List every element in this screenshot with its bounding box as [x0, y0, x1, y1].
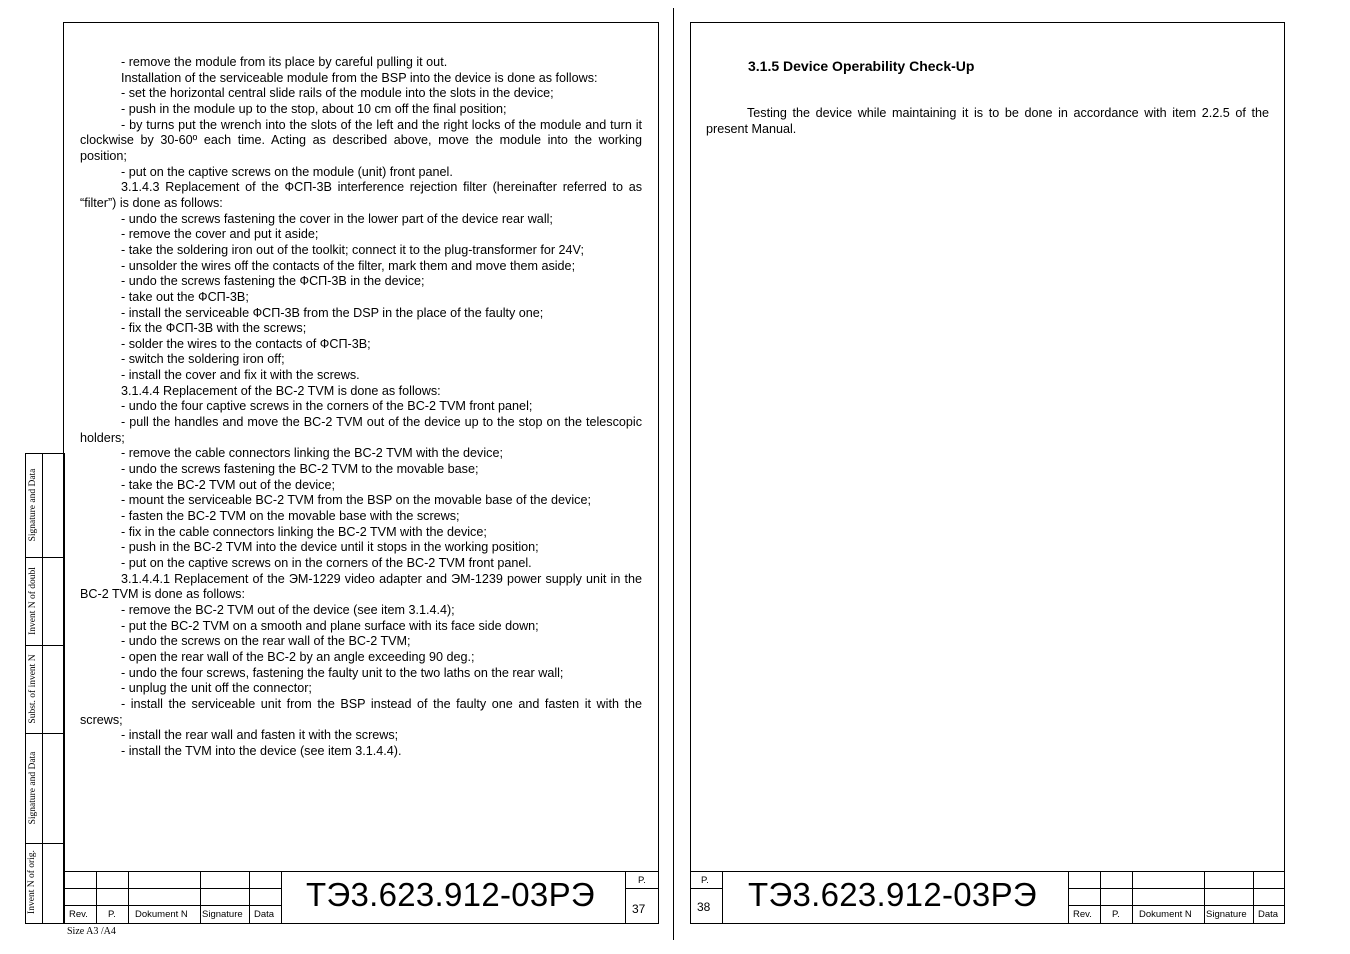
right-paragraph-block — [706, 106, 1269, 137]
paragraph: - take the soldering iron out of the toolkit; connect it to the plug-transformer for 24V; — [121, 242, 584, 257]
stamp-invent-doubl: Invent N of doubl — [28, 567, 38, 635]
paragraph: - install the serviceable ФСП-3В from the DSP in the place of the faulty one; — [121, 305, 544, 320]
paragraph: - remove the cover and put it aside; — [121, 227, 319, 242]
paragraph: 3.1.4.4 Replacement of the BC-2 TVM is done as follows: — [121, 383, 441, 398]
paragraph: 3.1.4.4.1 Replacement of the ЭМ-1229 video adapter and ЭМ-1239 power supply unit in the BC-2 TVM is done as follows: — [80, 571, 642, 602]
paragraph: - solder the wires to the contacts of ФСП-3В; — [121, 336, 371, 351]
right-doc-code: ТЭ3.623.912-03РЭ — [748, 876, 1037, 913]
paragraph: - undo the screws fastening the cover in the lower part of the device rear wall; — [121, 211, 553, 226]
paragraph: - install the TVM into the device (see item 3.1.4.4). — [121, 743, 402, 758]
left-doc-code: ТЭ3.623.912-03РЭ — [306, 876, 595, 913]
left-page-number: 37 — [632, 902, 646, 916]
paragraph: - remove the BC-2 TVM out of the device (see item 3.1.4.4); — [121, 602, 455, 617]
paragraph: - install the cover and fix it with the screws. — [121, 368, 360, 383]
paragraph: - put on the captive screws on in the corners of the BC-2 TVM front panel. — [121, 556, 532, 570]
paragraph: - fix the ФСП-3В with the screws; — [121, 321, 307, 336]
paragraph: - open the rear wall of the BC-2 by an angle exceeding 90 deg.; — [121, 649, 475, 664]
right-paragraph: Testing the device while maintaining it is to be done in accordance with item 2.2.5 of the present Manual. — [706, 106, 1269, 136]
stamp-signature-data-upper: Signature and Data — [28, 468, 38, 542]
right-p-label: P. — [1112, 909, 1120, 920]
right-heading: 3.1.5 Device Operability Check-Up — [748, 58, 975, 74]
paragraph: - undo the screws fastening the ФСП-3В in the device; — [121, 274, 425, 289]
paragraph: - fasten the BC-2 TVM on the movable base with the screws; — [121, 509, 460, 524]
right-data-label: Data — [1258, 909, 1279, 920]
stamp-invent-orig: Invent N of orig. — [27, 850, 37, 914]
paragraph: - put on the captive screws on the module (unit) front panel. — [121, 164, 453, 179]
right-page-label: P. — [701, 875, 709, 886]
left-doc-label: Dokument N — [135, 909, 188, 920]
paragraph: - install the rear wall and fasten it with the screws; — [121, 728, 399, 743]
paragraph: - pull the handles and move the BC-2 TVM out of the device up to the stop on the telescopic holders; — [80, 415, 642, 445]
left-page-body — [80, 55, 642, 760]
paragraph: - undo the screws on the rear wall of the BC-2 TVM; — [121, 634, 411, 649]
right-page-number: 38 — [697, 900, 711, 914]
right-doc-label: Dokument N — [1139, 909, 1192, 920]
left-page-label: P. — [638, 875, 646, 886]
paragraph: - remove the module from its place by careful pulling it out. — [121, 55, 448, 69]
left-rev-label: Rev. — [69, 909, 88, 920]
paragraph: - fix in the cable connectors linking the BC-2 TVM with the device; — [121, 524, 487, 539]
paragraph: - push in the BC-2 TVM into the device until it stops in the working position; — [121, 540, 539, 555]
paragraph: - push in the module up to the stop, about 10 cm off the final position; — [121, 101, 507, 116]
paragraph: - set the horizontal central slide rails of the module into the slots in the device; — [121, 86, 554, 101]
spread-divider — [673, 8, 674, 940]
paragraph: - switch the soldering iron off; — [121, 352, 285, 367]
right-rev-label: Rev. — [1073, 909, 1092, 920]
paragraph: - undo the four captive screws in the corners of the BC-2 TVM front panel; — [121, 399, 533, 414]
paragraph: - by turns put the wrench into the slots of the left and the right locks of the module and turn it clockwise by 30-60º each time. Acting as described above, move the module into the working position; — [80, 117, 642, 163]
paragraph: - mount the serviceable BC-2 TVM from the BSP on the movable base of the device; — [121, 493, 591, 508]
stamp-signature-data-lower: Signature and Data — [28, 751, 38, 825]
paragraph: - undo the screws fastening the BC-2 TVM to the movable base; — [121, 462, 479, 477]
stamp-subst-invent: Subst. of invent N — [28, 654, 38, 724]
paragraph: - take out the ФСП-3В; — [121, 289, 249, 304]
left-sig-label: Signature — [202, 909, 243, 920]
paragraph: - undo the four screws, fastening the faulty unit to the two laths on the rear wall; — [121, 665, 564, 680]
paragraph: - unplug the unit off the connector; — [121, 681, 312, 696]
left-data-label: Data — [254, 909, 275, 920]
paragraph: - install the serviceable unit from the BSP instead of the faulty one and fasten it with the screws; — [80, 696, 642, 727]
paragraph: - unsolder the wires off the contacts of the filter, mark them and move them aside; — [121, 258, 576, 273]
right-page-frame — [690, 22, 1285, 924]
right-sig-label: Signature — [1206, 909, 1247, 920]
paragraph: Installation of the serviceable module from the BSP into the device is done as follows: — [121, 70, 598, 85]
paragraph: - take the BC-2 TVM out of the device; — [121, 477, 335, 492]
size-label: Size A3 /A4 — [67, 926, 116, 937]
paragraph: 3.1.4.3 Replacement of the ФСП-3В interference rejection filter (hereinafter referred to as “filter”) is done as follows: — [80, 180, 642, 210]
left-p-label: P. — [108, 909, 116, 920]
paragraph: - remove the cable connectors linking the BC-2 TVM with the device; — [121, 446, 503, 461]
paragraph: - put the BC-2 TVM on a smooth and plane surface with its face side down; — [121, 618, 539, 633]
